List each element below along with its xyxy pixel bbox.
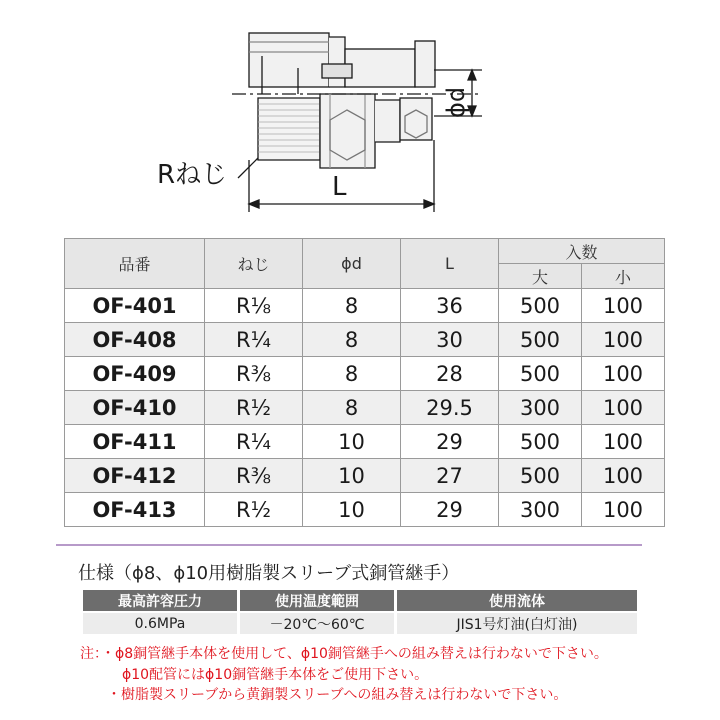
cell-diameter: 10 (303, 425, 401, 459)
header-thread: ねじ (205, 239, 303, 289)
cell-small: 100 (582, 289, 665, 323)
cell-thread: R⅜ (205, 357, 303, 391)
cell-small: 100 (582, 425, 665, 459)
hex-body (320, 94, 375, 168)
table-row (65, 357, 665, 391)
cell-code: OF-410 (65, 391, 205, 425)
value-max-pressure: 0.6MPa (83, 613, 237, 634)
cell-thread: R¼ (205, 425, 303, 459)
cell-small: 100 (582, 391, 665, 425)
cell-thread: R⅜ (205, 459, 303, 493)
note-line-1: 注：・ϕ8銅管継手本体を使用して、ϕ10銅管継手への組み替えは行わないで下さい。 (80, 646, 608, 662)
header-large: 大 (499, 264, 582, 289)
cell-code: OF-408 (65, 323, 205, 357)
header-fluid: 使用流体 (397, 590, 637, 611)
cell-code: OF-409 (65, 357, 205, 391)
cell-thread: R⅛ (205, 289, 303, 323)
conditions-table (80, 588, 640, 636)
table-row (65, 323, 665, 357)
thread-label: Rねじ (157, 160, 228, 190)
cell-length: 27 (401, 459, 499, 493)
table-row (65, 459, 665, 493)
product-table (64, 238, 665, 527)
header-diameter: ϕd (303, 239, 401, 289)
table-row (65, 289, 665, 323)
cell-code: OF-411 (65, 425, 205, 459)
header-max-pressure: 最高許容圧力 (83, 590, 237, 611)
cell-large: 500 (499, 357, 582, 391)
thread-body (258, 98, 320, 160)
cell-code: OF-412 (65, 459, 205, 493)
cell-small: 100 (582, 357, 665, 391)
cell-diameter: 10 (303, 459, 401, 493)
cell-length: 36 (401, 289, 499, 323)
cell-code: OF-401 (65, 289, 205, 323)
header-code: 品番 (65, 239, 205, 289)
cell-diameter: 10 (303, 493, 401, 527)
table-row (65, 493, 665, 527)
value-fluid: JIS1号灯油(白灯油) (397, 613, 637, 634)
cell-thread: R¼ (205, 323, 303, 357)
header-length: L (401, 239, 499, 289)
note-line-2: ϕ10配管にはϕ10銅管継手本体をご使用下さい。 (122, 667, 429, 683)
cell-diameter: 8 (303, 391, 401, 425)
cell-length: 29 (401, 493, 499, 527)
header-temperature-range: 使用温度範囲 (240, 590, 394, 611)
table-row (65, 425, 665, 459)
cell-large: 500 (499, 459, 582, 493)
cell-diameter: 8 (303, 289, 401, 323)
sleeve-upper (345, 49, 415, 87)
header-small: 小 (582, 264, 665, 289)
cell-length: 30 (401, 323, 499, 357)
cell-large: 500 (499, 289, 582, 323)
header-quantity: 入数 (499, 239, 665, 264)
cell-length: 28 (401, 357, 499, 391)
cell-length: 29 (401, 425, 499, 459)
cell-length: 29.5 (401, 391, 499, 425)
length-label: L (332, 172, 347, 202)
section-divider (56, 544, 642, 546)
cell-diameter: 8 (303, 323, 401, 357)
cell-large: 300 (499, 391, 582, 425)
cell-large: 500 (499, 425, 582, 459)
cell-small: 100 (582, 493, 665, 527)
value-temperature-range: －20℃～60℃ (240, 613, 394, 634)
nut-upper-body (249, 33, 329, 87)
cell-small: 100 (582, 323, 665, 357)
cell-large: 500 (499, 323, 582, 357)
cell-thread: R½ (205, 391, 303, 425)
cell-small: 100 (582, 459, 665, 493)
cell-code: OF-413 (65, 493, 205, 527)
spec-title: 仕様（ϕ8、ϕ10用樹脂製スリーブ式銅管継手） (78, 563, 460, 584)
table-row (65, 391, 665, 425)
cell-large: 300 (499, 493, 582, 527)
diameter-label: ϕd (442, 86, 470, 118)
cell-diameter: 8 (303, 357, 401, 391)
cell-thread: R½ (205, 493, 303, 527)
fitting-drawing (0, 0, 720, 232)
note-line-3: ・樹脂製スリーブから黄銅製スリーブへの組み替えは行わないで下さい。 (107, 687, 568, 703)
